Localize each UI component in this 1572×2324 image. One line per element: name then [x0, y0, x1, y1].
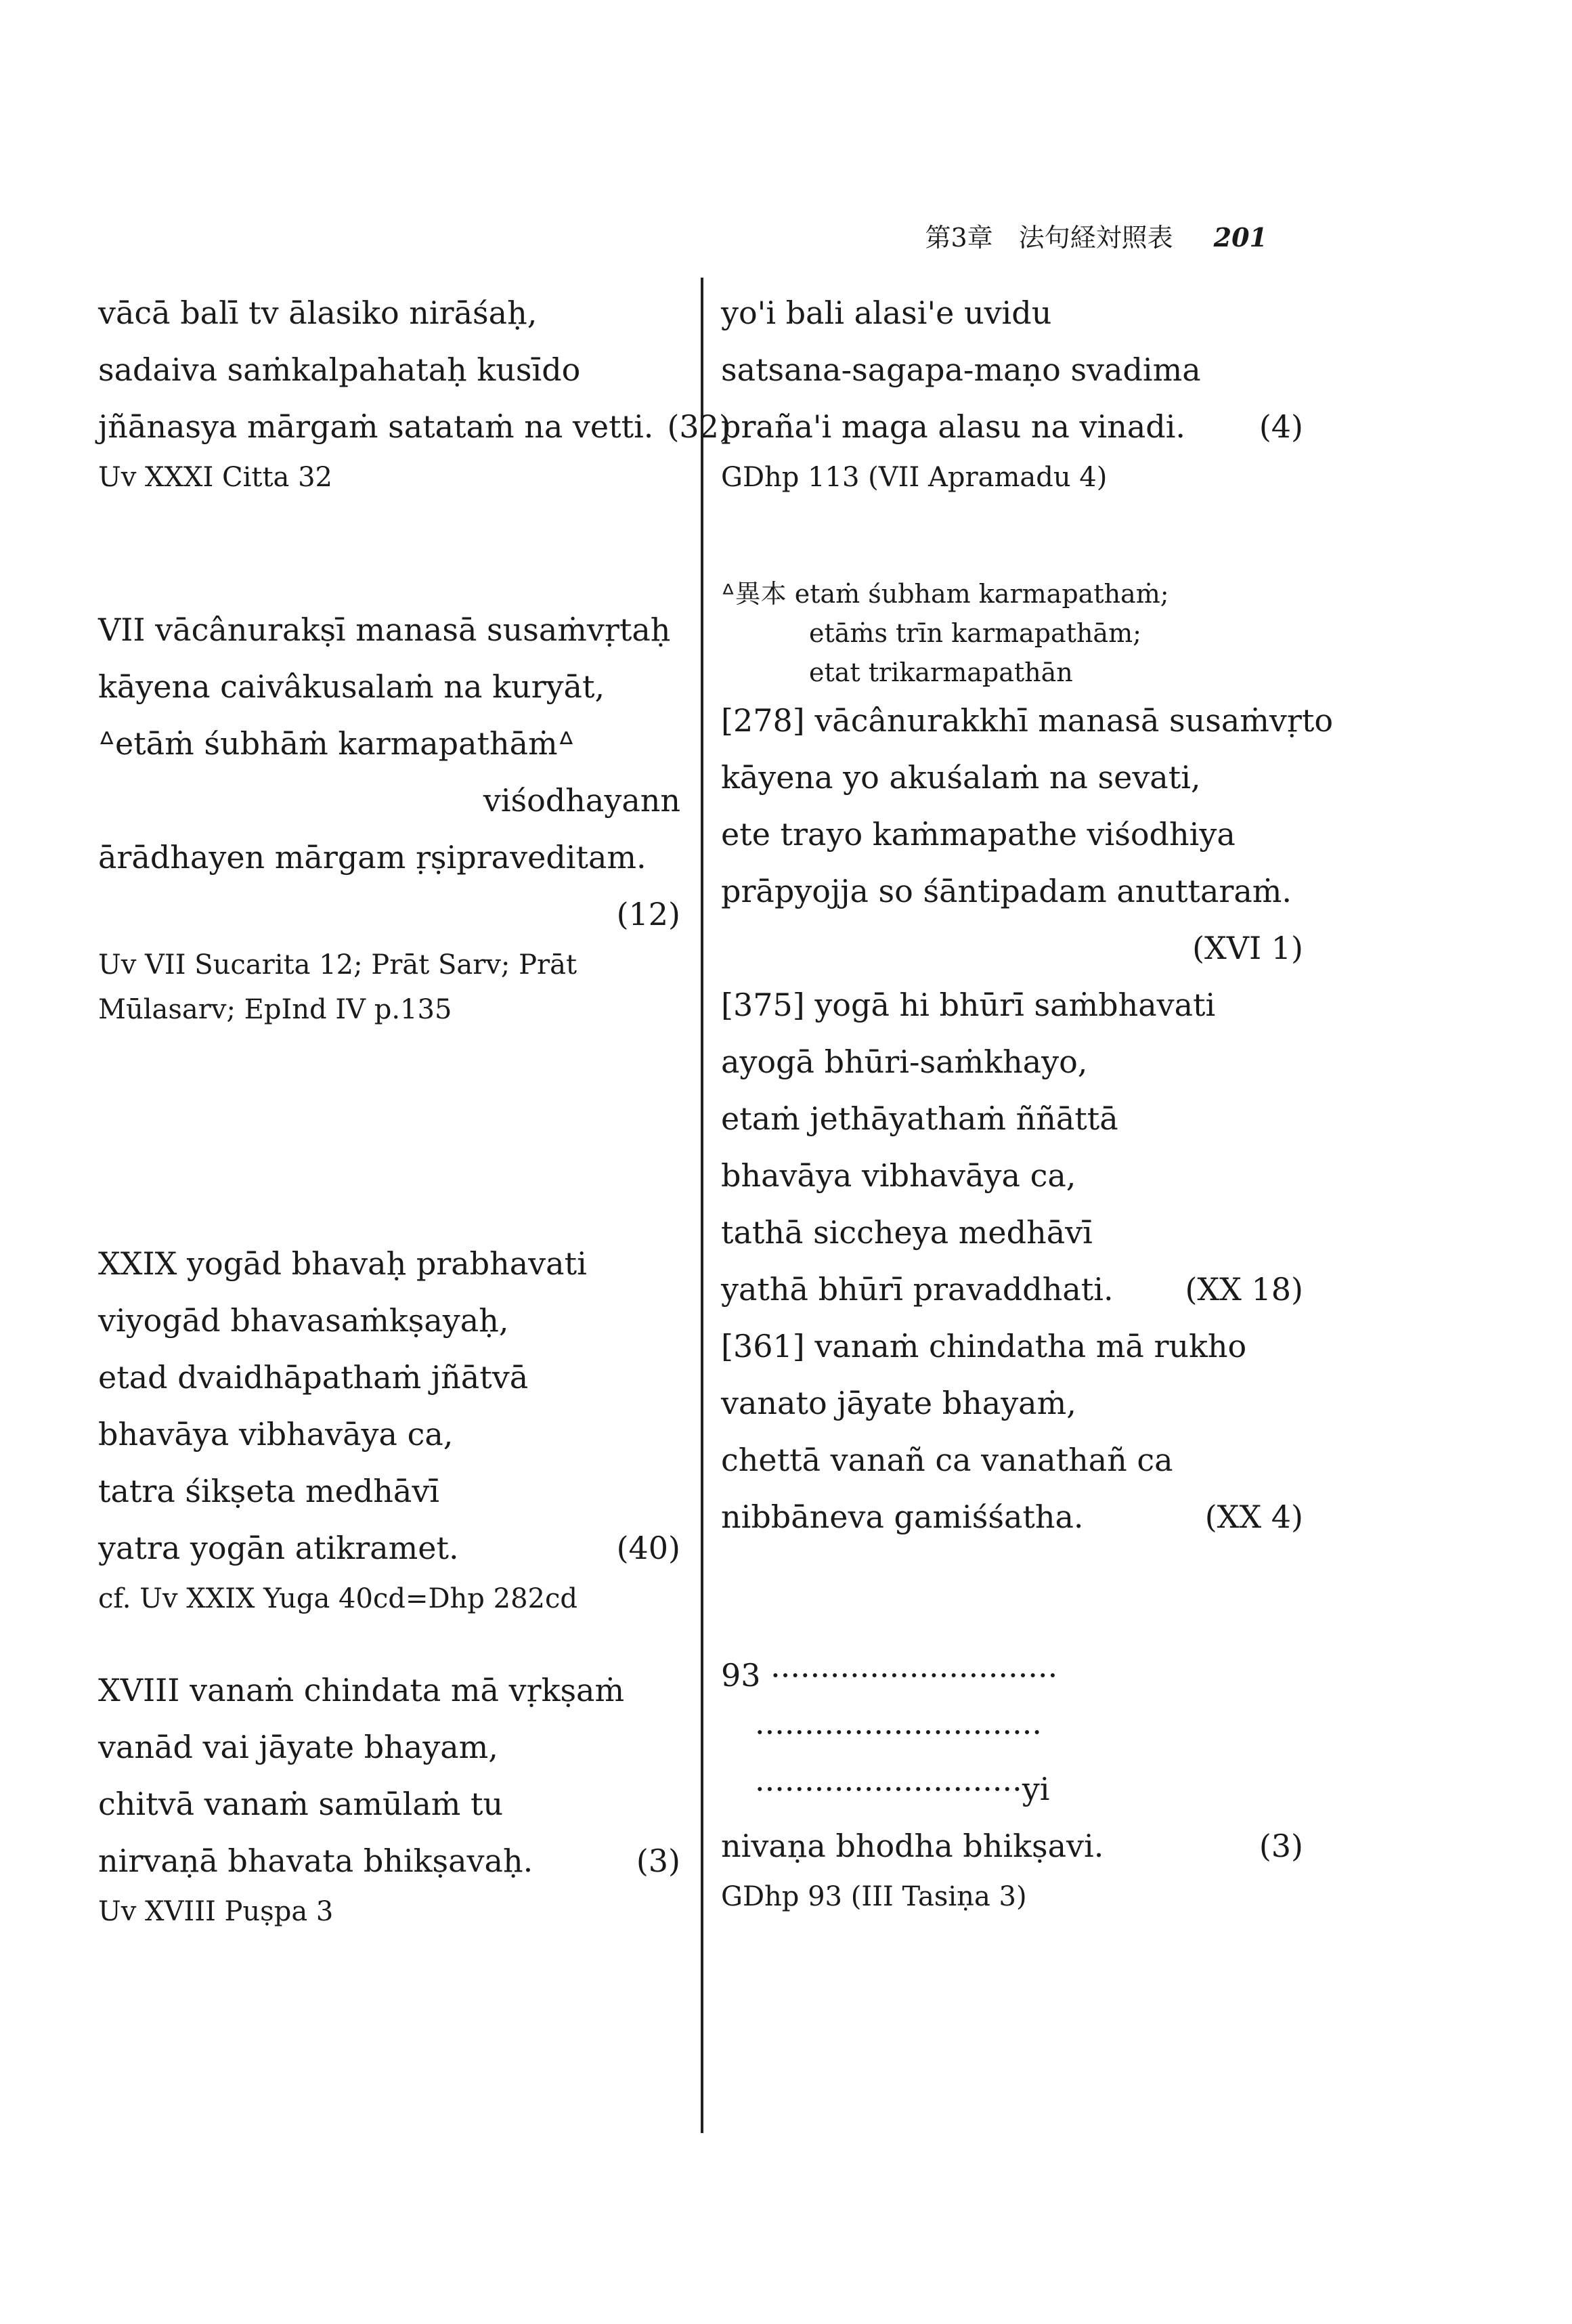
verse-line: satsana-sagapa-maṇo svadima: [721, 351, 1201, 388]
verse-line: nivaṇa bhodha bhikṣavi. (3): [721, 1817, 1303, 1874]
verse-reference: Uv VII Sucarita 12; Prāt Sarv; Prāt Mūlasarv; EpInd IV p.135: [98, 949, 577, 1025]
verse-line: XXIX yogād bhavaḥ prabhavati: [98, 1245, 587, 1282]
verse-block-uv-xxix: [98, 1235, 680, 1621]
verse-line: ᐞetāṁ śubhāṁ karmapathāṁᐞ: [98, 725, 575, 762]
verse-block-uv-xxxi: [98, 284, 731, 500]
verse-number: (4): [1259, 408, 1303, 445]
verse-line: kāyena yo akuśalaṁ na sevati,: [721, 759, 1201, 796]
chapter-title: 第3章 法句経対照表: [925, 223, 1173, 253]
note-line: ᐞ異本 etaṁ śubham karmapathaṁ;: [721, 579, 1169, 609]
note-line: etāṁs trīn karmapathām;: [809, 618, 1141, 648]
verse-line: 93 ·····························: [721, 1657, 1058, 1694]
verse-number: (XX 4): [1204, 1499, 1303, 1535]
verse-line: kāyena caivâkusalaṁ na kuryāt,: [98, 668, 605, 705]
verse-line: tathā siccheya medhāvī: [721, 1214, 1093, 1251]
column-divider: [701, 278, 703, 2133]
verse-reference: Uv XVIII Puṣpa 3: [98, 1896, 334, 1927]
verse-line: jñānasya mārgaṁ satataṁ na vetti. (32): [98, 398, 680, 455]
verse-line: sadaiva saṁkalpahataḥ kusīdo: [98, 351, 581, 388]
verse-line: viśodhayann: [483, 782, 680, 819]
page-number: 201: [1213, 222, 1267, 253]
verse-line: VII vācânurakṣī manasā susaṁvṛtaḥ: [98, 611, 671, 648]
verse-line: etaṁ jethāyathaṁ ññāttā: [721, 1100, 1118, 1137]
left-column: [98, 284, 731, 1934]
verse-number: (32): [667, 408, 731, 445]
verse-line: nibbāneva gamiśśatha. (XX 4): [721, 1488, 1303, 1545]
verse-line: vācā balī tv ālasiko nirāśaḥ,: [98, 295, 538, 331]
verse-reference: GDhp 113 (VII Apramadu 4): [721, 462, 1108, 493]
verse-reference: cf. Uv XXIX Yuga 40cd=Dhp 282cd: [98, 1583, 577, 1614]
verse-reference: GDhp 93 (III Tasiṇa 3): [721, 1881, 1027, 1912]
verse-line: praña'i maga alasu na vinadi. (4): [721, 398, 1303, 455]
verse-line: [361] vanaṁ chindatha mā rukho: [721, 1328, 1247, 1364]
verse-number: (XVI 1): [1192, 930, 1303, 966]
verse-line: ete trayo kaṁmapathe viśodhiya: [721, 816, 1236, 853]
verse-number: (40): [616, 1530, 680, 1566]
verse-line: [278] vācânurakkhī manasā susaṁvṛto: [721, 702, 1334, 739]
verse-line: nirvaṇā bhavata bhikṣavaḥ. (3): [98, 1832, 680, 1889]
note-line: etat trikarmapathān: [809, 658, 1073, 687]
verse-line: ·····························: [755, 1714, 1043, 1750]
verse-line: XVIII vanaṁ chindata mā vṛkṣaṁ: [98, 1672, 625, 1708]
verse-block-278: [721, 692, 1334, 976]
verse-number: (12): [616, 896, 680, 932]
verse-reference: Uv XXXI Citta 32: [98, 462, 332, 493]
verse-line: yo'i bali alasi'e uvidu: [721, 295, 1052, 331]
verse-block-uv-vii: [98, 601, 680, 1032]
verse-line: viyogād bhavasaṁkṣayaḥ,: [98, 1302, 509, 1339]
verse-line: tatra śikṣeta medhāvī: [98, 1473, 440, 1509]
verse-block-375: [721, 976, 1303, 1318]
verse-line: ārādhayen mārgam ṛṣipraveditam.: [98, 839, 647, 876]
verse-block-uv-xviii: [98, 1662, 680, 1934]
verse-block-361: [721, 1318, 1303, 1545]
verse-line: chettā vanañ ca vanathañ ca: [721, 1442, 1173, 1478]
verse-line: bhavāya vibhavāya ca,: [98, 1416, 454, 1452]
verse-number: (3): [1259, 1828, 1303, 1864]
verse-line: yatra yogān atikramet. (40): [98, 1520, 680, 1576]
verse-line: vanato jāyate bhayaṁ,: [721, 1385, 1076, 1421]
verse-line: etad dvaidhāpathaṁ jñātvā: [98, 1359, 529, 1396]
verse-number: (3): [636, 1843, 680, 1879]
verse-line: ayogā bhūri-saṁkhayo,: [721, 1043, 1088, 1080]
verse-line: [375] yogā hi bhūrī saṁbhavati: [721, 987, 1216, 1023]
page-header: [925, 217, 1267, 254]
verse-line: chitvā vanaṁ samūlaṁ tu: [98, 1786, 504, 1822]
verse-line: ···························yi: [755, 1771, 1050, 1807]
verse-number: (XX 18): [1185, 1271, 1303, 1308]
right-column: [721, 284, 1334, 1919]
verse-line: yathā bhūrī pravaddhati. (XX 18): [721, 1261, 1303, 1318]
verse-line: prāpyojja so śāntipadam anuttaraṁ.: [721, 873, 1292, 909]
verse-line: vanād vai jāyate bhayam,: [98, 1729, 498, 1765]
variant-note: [721, 574, 1303, 692]
verse-block-gdhp-113: [721, 284, 1303, 500]
verse-line: bhavāya vibhavāya ca,: [721, 1157, 1076, 1194]
verse-block-gdhp-93: [721, 1647, 1303, 1919]
